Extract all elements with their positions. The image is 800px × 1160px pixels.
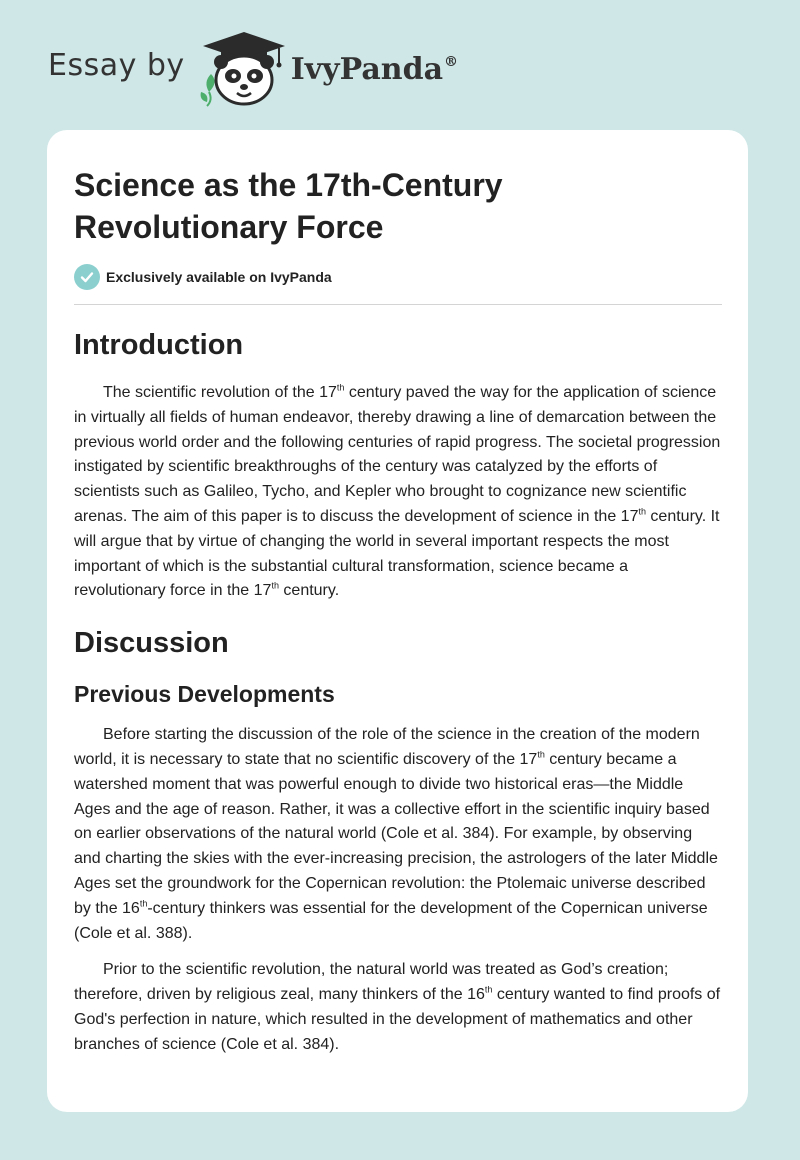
section-heading: Introduction xyxy=(74,329,244,361)
page-title: Science as the 17th-Century Revolutionary Force xyxy=(74,167,503,245)
checkmark-icon xyxy=(74,264,100,290)
section-introduction xyxy=(74,327,722,604)
site-header xyxy=(48,30,458,110)
paragraph: Prior to the scientific revolution, the natural world was treated as God’s creation; therefore, driven by religious zeal, many thinkers of the 16th century wanted to find proofs of God's perfection in nature, which resulted in the development of mathematics and other branches of science (Cole et al. 384). xyxy=(74,961,721,1053)
paragraph: Before starting the discussion of the role of the science in the creation of the modern world, it is necessary to state that no scientific discovery of the 17th century became a watershed moment that was powerful enough to divide two historical eras—the Middle Ages and the age of reason. Rather, it was a collective effort in the scientific inquiry based on earlier observations of the natural world (Cole et al. 384). For example, by observing and charting the skies with the ever-increasing precision, the astrologers of the later Middle Ages set the groundwork for the Copernican revolution: the Ptolemaic universe described by the 16th-century thinkers was essential for the development of the Copernican universe (Cole et al. 388). xyxy=(74,726,718,942)
divider xyxy=(74,304,722,305)
article-card xyxy=(47,130,748,1112)
subsection-heading: Previous Developments xyxy=(74,681,335,708)
paragraph: The scientific revolution of the 17th century paved the way for the application of science in virtually all fields of human endeavor, thereby drawing a line of demarcation between the previous world order and the following centuries of rapid progress. The societal progression instigated by scientific breakthroughs of the century was catalyzed by the efforts of scientists such as Galileo, Tycho, and Kepler who brought to cognizance new scientific arenas. The aim of this paper is to discuss the development of science in the 17th century. It will argue that by virtue of changing the world in several important respects the most important of which is the substantial cultural transformation, science became a revolutionary force in the 17th century. xyxy=(74,382,721,600)
exclusive-label: Exclusively available on IvyPanda xyxy=(106,269,332,285)
brand-name[interactable]: IvyPanda® xyxy=(290,51,459,87)
brand-prefix: Essay by xyxy=(48,47,185,83)
ivypanda-logo-icon[interactable] xyxy=(199,30,289,110)
section-discussion xyxy=(74,625,722,1057)
exclusive-badge xyxy=(74,264,722,290)
section-heading: Discussion xyxy=(74,627,229,660)
registered-mark: ® xyxy=(444,53,459,70)
